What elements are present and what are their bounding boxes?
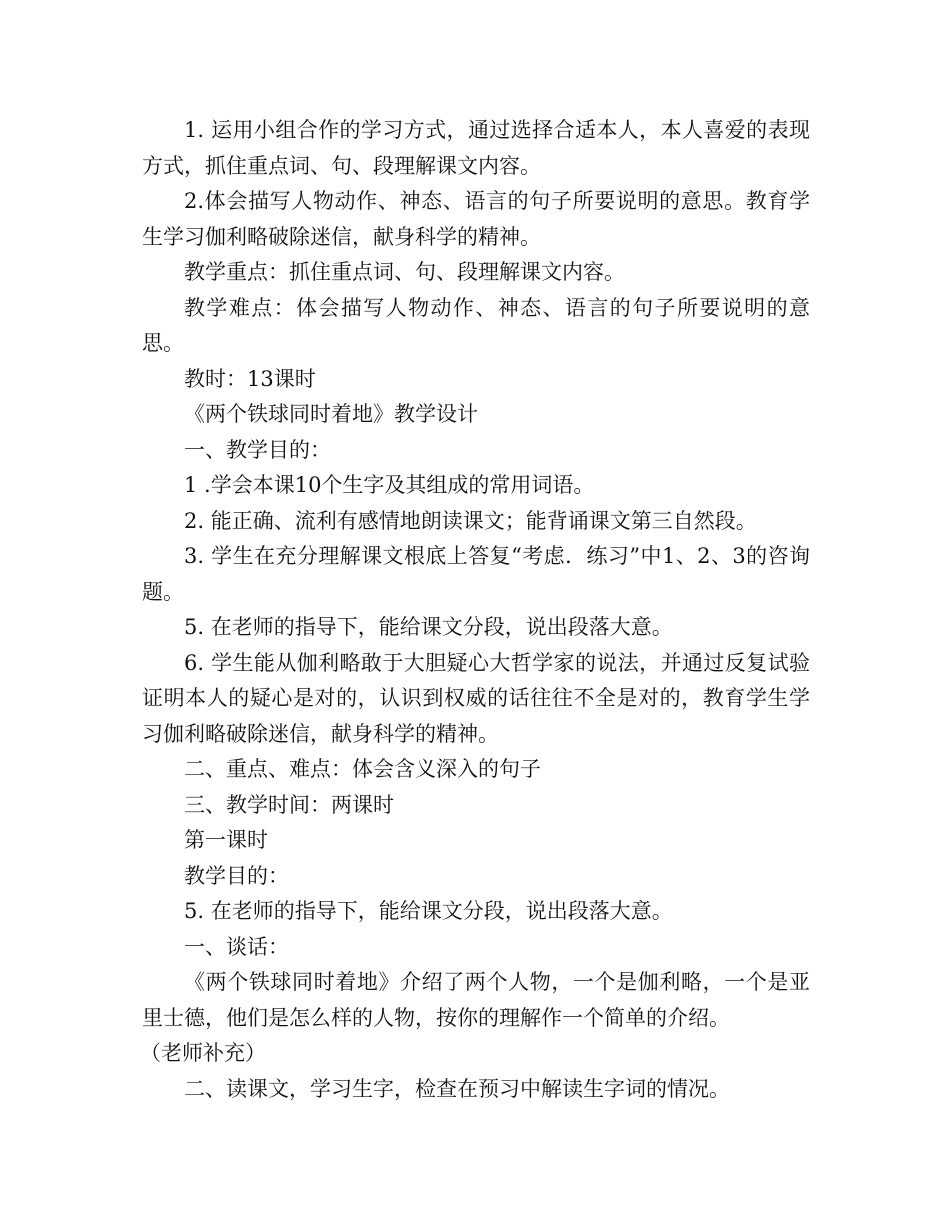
list-item: 2. 能正确、流利有感情地朗读课文；能背诵课文第三自然段。 xyxy=(184,508,757,533)
section-heading-first-lesson: 第一课时 xyxy=(184,828,268,852)
section-heading-key-difficult: 二、重点、难点：体会含义深入的句子 xyxy=(184,757,541,781)
section-heading-time: 三、教学时间：两课时 xyxy=(184,792,394,817)
document-body xyxy=(142,113,810,1107)
section-heading-read-text: 二、读课文，学习生字，检查在预习中解读生字词的情况。 xyxy=(184,1076,730,1101)
list-item: 5. 在老师的指导下，能给课文分段，说出段落大意。 xyxy=(184,615,673,639)
section-heading-objectives: 一、教学目的： xyxy=(184,437,331,462)
paragraph-objective-2: 2.体会描写人物动作、神态、语言的句子所要说明的意思。教育学生学习伽利略破除迷信，献身科学的精神。 xyxy=(142,189,810,249)
paragraph-talk-content: 《两个铁球同时着地》介绍了两个人物，一个是伽利略，一个是亚里士德，他们是怎么样的人物，按你的理解作一个简单的介绍。 xyxy=(142,970,810,1030)
list-item: 5. 在老师的指导下，能给课文分段，说出段落大意。 xyxy=(184,899,673,923)
paragraph-key-points: 教学重点：抓住重点词、句、段理解课文内容。 xyxy=(184,260,625,284)
paragraph-difficulties: 教学难点：体会描写人物动作、神态、语言的句子所要说明的意思。 xyxy=(142,295,810,355)
paragraph-class-hours: 教时：13课时 xyxy=(184,366,316,391)
lesson-design-title: 《两个铁球同时着地》教学设计 xyxy=(184,402,478,426)
section-heading-lesson-objectives: 教学目的： xyxy=(184,863,289,888)
paragraph-objective-1: 1. 运用小组合作的学习方式，通过选择合适本人，本人喜爱的表现方式，抓住重点词、句、段理解课文内容。 xyxy=(142,118,810,178)
list-item: 3. 学生在充分理解课文根底上答复“考虑．练习”中1、2、3的咨询题。 xyxy=(142,544,810,604)
list-item: 6. 学生能从伽利略敢于大胆疑心大哲学家的说法，并通过反复试验证明本人的疑心是对的，认识到权威的话往往不全是对的，教育学生学习伽利略破除迷信，献身科学的精神。 xyxy=(142,650,810,746)
paragraph-teacher-note: （老师补充） xyxy=(140,1041,266,1065)
list-item: 1 .学会本课10个生字及其组成的常用词语。 xyxy=(184,473,595,497)
section-heading-talk: 一、谈话： xyxy=(184,934,289,959)
